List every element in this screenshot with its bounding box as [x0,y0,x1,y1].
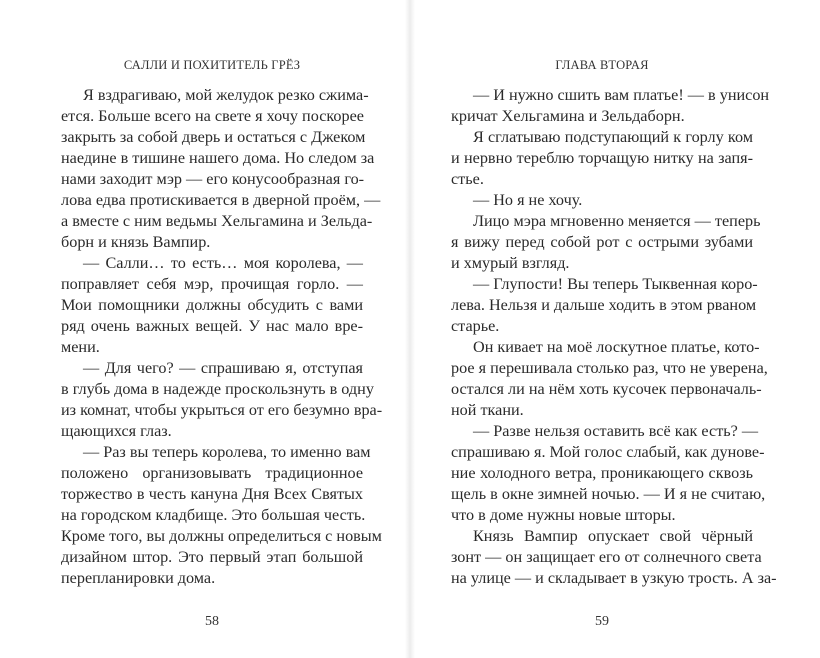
text-line: что в доме нужны новые шторы. [451,506,676,524]
text-line: борн и князь Вампир. [61,233,211,251]
text-line: и хмурый взгляд. [451,254,570,272]
text-line: ние холодного ветра, проникающего сквозь [451,464,753,482]
text-line: стье. [451,170,484,188]
page-number: 59 [595,614,609,629]
text-line: а вместе с ним ведьмы Хельгамина и Зельда- [61,212,373,230]
text-line: рое я перешивала столько раз, что не уверена, [451,359,768,377]
text-line: Мои помощники должны обсудить с вами [61,296,363,314]
running-head: ГЛАВА ВТОРАЯ [555,58,649,72]
text-line: и нервно тереблю торчащую нитку на запя- [451,149,753,167]
text-line: на улице — и складывает в узкую трость. А за- [451,569,777,587]
text-line: — Глупости! Вы теперь Тыквенная коро- [473,275,758,293]
text-line: на городском кладбище. Это большая честь. [61,506,366,524]
text-line: — Разве нельзя оставить всё как есть? — [473,422,759,440]
text-line: Кроме того, вы должны определиться с новым [61,527,382,545]
text-line: щающихся глаз. [61,422,172,440]
text-line: — Но я не хочу. [473,191,583,209]
text-line: Я вздрагиваю, мой желудок резко сжима- [83,86,369,104]
text-line: дизайном штор. Это первый этап большой [61,548,363,566]
page-body [61,85,383,589]
text-line: в глубь дома в надежде проскользнуть в одну [61,380,374,398]
text-line: ряд очень важных вещей. У нас мало вре- [61,317,363,335]
text-line: лева. Нельзя и дальше ходить в этом рваном [451,296,757,314]
text-line: спрашиваю я. Мой голос слабый, как дунове- [451,443,765,461]
text-line: перепланировки дома. [61,569,216,587]
text-line: ной ткани. [451,401,524,419]
text-line: старье. [451,317,500,335]
page-number: 58 [205,614,219,629]
text-line: остался ли на нём хоть кусочек первоначаль- [451,380,762,398]
text-line: Я сглатываю подступающий к горлу ком [473,128,753,146]
text-line: ется. Больше всего на свете я хочу поскорее [61,107,364,125]
text-line: — Салли… то есть… моя королева, — [83,254,363,272]
text-line: нами заходит мэр — его конусообразная го- [61,170,365,188]
text-line: поправляет себя мэр, прочищая горло. — [61,275,363,293]
page-body [451,85,777,589]
text-line: — Для чего? — спрашиваю я, отступая [83,359,363,377]
book-gutter [405,0,415,658]
text-line: Он кивает на моё лоскутное платье, кото- [473,338,760,356]
text-line: щель в окне зимней ночью. — И я не считаю, [451,485,766,503]
text-line: лова едва протискивается в дверной проём, — [61,191,381,209]
text-line: из комнат, чтобы укрыться от его безумно вра- [61,401,383,419]
text-line: я вижу перед собой рот с острыми зубами [451,233,753,251]
text-line: торжество в честь кануна Дня Всех Святых [61,485,363,503]
text-line: кричат Хельгамина и Зельдаборн. [451,107,685,125]
running-head: САЛЛИ И ПОХИТИТЕЛЬ ГРЁЗ [123,58,301,72]
text-line: мени. [61,338,100,356]
text-line: Лицо мэра мгновенно меняется — теперь [473,212,761,230]
text-line: закрыть за собой дверь и остаться с Джеком [61,128,366,146]
text-line: наедине в тишине нашего дома. Но следом за [61,149,375,167]
text-line: — И нужно сшить вам платье! — в унисон [473,86,770,104]
text-line: — Раз вы теперь королева, то именно вам [83,443,371,461]
text-line: зонт — он защищает его от солнечного света [451,548,762,566]
text-line: положено организовывать традиционное [61,464,363,482]
text-line: Князь Вампир опускает свой чёрный [473,527,753,545]
